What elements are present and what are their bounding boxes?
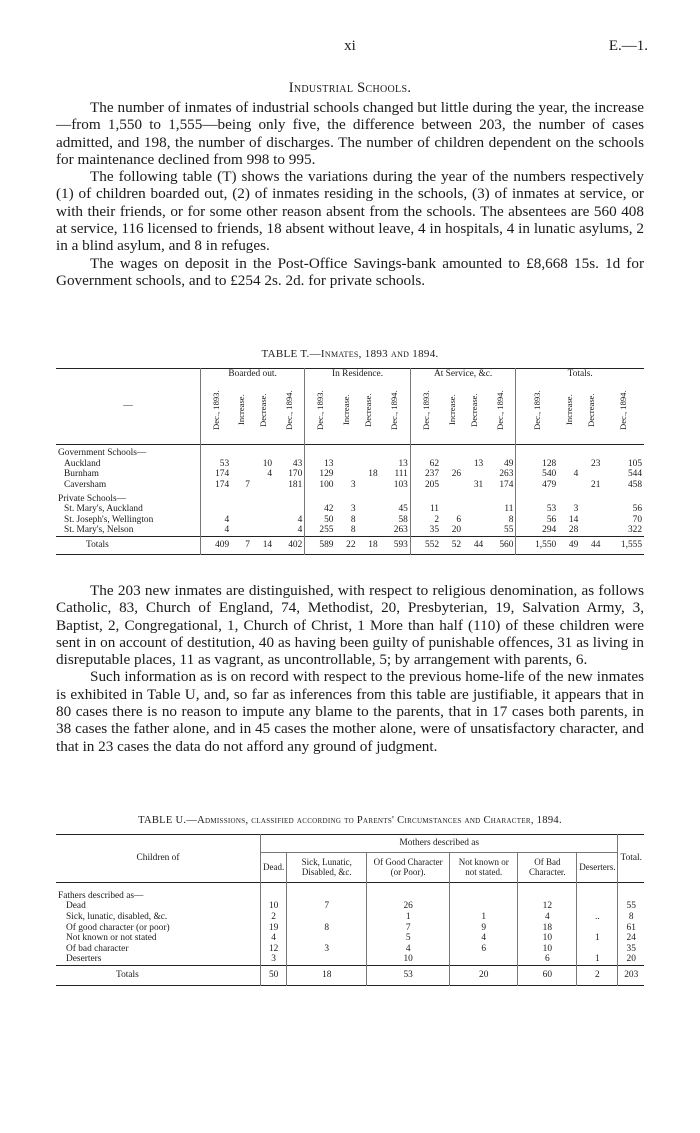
cell: 3 — [573, 504, 579, 515]
cell — [231, 504, 252, 515]
subcol-label: Dec., 1893. — [315, 389, 326, 430]
total-cell: 409 — [201, 536, 232, 554]
cell — [201, 504, 232, 515]
cell: 4 — [261, 933, 287, 944]
subcol-label: Dec., 1893. — [531, 389, 542, 430]
cell: 61 — [618, 923, 644, 934]
cell: 174 — [201, 480, 232, 491]
cell — [335, 459, 357, 470]
empty-cell — [577, 882, 618, 901]
cell — [441, 459, 463, 470]
cell: 1 — [577, 954, 618, 965]
corner-label: Children of — [136, 853, 180, 864]
subcol-header — [485, 380, 516, 445]
total-cell: 593 — [393, 539, 408, 550]
cell: 62 — [410, 459, 441, 470]
cell — [252, 515, 274, 526]
total-cell: 1,550 — [516, 536, 558, 554]
empty-cell — [305, 445, 336, 459]
subcol-header — [252, 380, 274, 445]
cell: 458 — [627, 479, 642, 490]
cell: 50 — [305, 515, 336, 526]
cell: 479 — [516, 480, 558, 491]
subcol-label: Increase. — [563, 394, 574, 425]
cell: 9 — [450, 923, 518, 934]
subcol-label: Dec., 1894. — [389, 389, 400, 430]
cell: 237 — [410, 469, 441, 480]
empty-cell — [367, 882, 450, 901]
row-label: Sick, lunatic, disabled, &c. — [66, 911, 168, 922]
cell: 1 — [450, 912, 518, 923]
cell: 28 — [568, 525, 579, 536]
total-cell: 7 — [245, 539, 250, 550]
total-cell: 60 — [518, 965, 577, 985]
cell — [287, 954, 367, 965]
cell — [463, 469, 485, 480]
total-cell: 402 — [288, 539, 303, 550]
table-row — [56, 944, 644, 955]
table-u-caption: TABLE U.—Admissions, classified according to Parents' Circumstances and Character, 1894. — [138, 815, 562, 826]
total-cell: 18 — [368, 539, 378, 550]
total-cell: 203 — [618, 965, 644, 985]
cell: 544 — [627, 469, 642, 480]
empty-cell — [261, 882, 287, 901]
cell — [231, 525, 252, 536]
cell: 2 — [410, 515, 441, 526]
group-header: Boarded out. — [201, 369, 305, 380]
cell: 23 — [591, 458, 601, 469]
total-cell: 552 — [410, 536, 441, 554]
subcol-header — [358, 380, 380, 445]
cell — [580, 469, 602, 480]
empty-cell — [558, 491, 580, 505]
cell: 174 — [201, 469, 232, 480]
empty-cell — [231, 491, 252, 505]
table-row — [56, 504, 644, 515]
cell: 26 — [451, 469, 462, 480]
table-row — [56, 515, 644, 526]
totals-row — [56, 965, 644, 985]
total-cell: 2 — [577, 965, 618, 985]
cell — [580, 504, 602, 515]
cell: 294 — [516, 525, 558, 536]
cell: 10 — [367, 954, 450, 965]
empty-cell — [231, 445, 252, 459]
page-header — [0, 38, 700, 62]
subcol-label: Dec., 1894. — [617, 389, 628, 430]
subcol-header — [231, 380, 252, 445]
cell: 13 — [473, 458, 484, 469]
cell: 70 — [632, 514, 642, 525]
cell: 18 — [368, 469, 378, 480]
cell: 35 — [618, 944, 644, 955]
subcol-label: Decrease. — [468, 392, 479, 427]
subcol-header — [463, 380, 485, 445]
cell: 13 — [305, 459, 336, 470]
table-row — [56, 912, 644, 923]
group-header: At Service, &c. — [410, 369, 516, 380]
empty-cell — [485, 445, 516, 459]
empty-cell — [602, 491, 644, 505]
cell — [463, 525, 485, 536]
cell: 53 — [516, 504, 558, 515]
cell: 7 — [245, 479, 250, 490]
total-cell: 14 — [262, 539, 273, 550]
row-label: Caversham — [64, 479, 107, 490]
cell — [441, 504, 463, 515]
cell — [580, 515, 602, 526]
mother-col-header: Dead. — [261, 852, 287, 882]
cell: 4 — [297, 514, 303, 525]
cell: 42 — [305, 504, 336, 515]
cell: 31 — [473, 479, 484, 490]
cell — [231, 515, 252, 526]
cell: 56 — [516, 515, 558, 526]
section-row — [56, 445, 644, 459]
cell: 10 — [261, 901, 287, 912]
table-row — [56, 933, 644, 944]
section-title: Industrial Schools. — [288, 80, 412, 96]
empty-cell — [335, 445, 357, 459]
cell: 18 — [518, 923, 577, 934]
cell: 100 — [305, 480, 336, 491]
empty-cell — [580, 491, 602, 505]
row-label: Burnham — [64, 469, 99, 480]
row-label: Deserters — [66, 954, 102, 965]
cell: 205 — [410, 480, 441, 491]
cell — [450, 954, 518, 965]
table-t — [56, 368, 644, 555]
empty-cell — [252, 491, 274, 505]
row-label: Not known or not stated — [66, 933, 157, 944]
empty-cell — [441, 445, 463, 459]
cell — [335, 469, 357, 480]
cell: 1 — [577, 933, 618, 944]
empty-cell — [335, 491, 357, 505]
cell: 4 — [450, 933, 518, 944]
subcol-header — [580, 380, 602, 445]
cell — [252, 480, 274, 491]
row-label: St. Joseph's, Wellington — [64, 514, 154, 525]
cell: 5 — [367, 933, 450, 944]
subcol-label: Dec., 1894. — [495, 389, 505, 430]
cell: 4 — [367, 944, 450, 955]
section-row — [56, 882, 644, 901]
cell: 3 — [350, 504, 356, 515]
table-row — [56, 923, 644, 934]
page-number: xi — [344, 38, 356, 54]
empty-cell — [201, 491, 232, 505]
cell: 8 — [350, 514, 356, 525]
row-label: Auckland — [64, 458, 101, 469]
cell — [463, 515, 485, 526]
total-cell: 53 — [367, 965, 450, 985]
subcol-header — [441, 380, 463, 445]
document-reference: E.—1. — [608, 38, 648, 54]
subcol-label: Dec., 1893. — [420, 389, 431, 430]
cell: 3 — [287, 944, 367, 955]
cell: 19 — [261, 923, 287, 934]
cell: 21 — [591, 479, 601, 490]
paragraph: The wages on deposit in the Post-Office Savings-bank amounted to £8,668 15s. 1d for Government schools, and to £254 2s. 2d. for private schools. — [56, 254, 644, 289]
cell: 170 — [288, 469, 303, 480]
cell: 35 — [410, 525, 441, 536]
cell: 13 — [398, 458, 408, 469]
subcol-label: Decrease. — [257, 392, 268, 427]
total-cell: 560 — [499, 539, 514, 550]
mother-col-header: Deserters. — [577, 852, 618, 882]
cell: 14 — [568, 514, 579, 525]
cell — [577, 944, 618, 955]
empty-cell — [485, 491, 516, 505]
paragraph: Such information as is on record with respect to the previous home-life of the new inmates is exhibited in Table U, and, so far as inferences from this table are justifiable, it appears that in 80 cases there is no reason to impute any blame to the parents, that in 17 cases both parents, in 38 cases the father alone, and in 45 cases the mother alone, were of unsatisfactory character, and that in 23 cases the data do not afford any ground of judgment. — [56, 668, 644, 755]
cell: 174 — [499, 479, 514, 490]
cell: 4 — [297, 525, 303, 536]
empty-cell — [602, 445, 644, 459]
empty-cell — [287, 882, 367, 901]
intro-paragraphs — [56, 99, 644, 289]
table-row — [56, 459, 644, 470]
subcol-label: Increase. — [341, 394, 352, 425]
empty-cell — [463, 491, 485, 505]
empty-cell — [558, 445, 580, 459]
empty-cell — [516, 491, 558, 505]
subcol-label: Dec., 1894. — [283, 389, 294, 430]
mothers-header: Mothers described as — [261, 835, 618, 853]
empty-cell — [518, 882, 577, 901]
cell: 53 — [201, 459, 232, 470]
table-row — [56, 901, 644, 912]
mother-col-header: Not known or not stated. — [450, 852, 518, 882]
cell: 103 — [393, 479, 408, 490]
empty-cell — [380, 445, 411, 459]
totals-label: Totals — [116, 969, 139, 980]
cell: 45 — [398, 504, 408, 515]
total-cell: 44 — [473, 539, 484, 550]
empty-cell — [516, 445, 558, 459]
cell: 43 — [292, 458, 303, 469]
subcol-header — [274, 380, 305, 445]
cell: 2 — [261, 912, 287, 923]
empty-cell — [450, 882, 518, 901]
paragraph: The 203 new inmates are distinguished, with respect to religious denomination, as follows Catholic, 83, Church of England, 74, Methodist, 20, Presbyterian, 19, Salvation Army, 3, Baptist, 2, Congregational, 1, Church of Christ, 1 More than half (110) of these children were sent in on account of destitution, 40 as having been guilty of punishable offences, 31 as living in disreputable places, 11 as vagrant, as uncontrollable, 5; by arrangement with parents, 6. — [56, 582, 644, 669]
mother-col-header: Sick, Lunatic, Disabled, &c. — [287, 852, 367, 882]
cell — [287, 912, 367, 923]
subcol-header — [335, 380, 357, 445]
cell — [577, 923, 618, 934]
cell: 1 — [367, 912, 450, 923]
cell: 4 — [201, 525, 232, 536]
empty-cell — [252, 445, 274, 459]
cell: 49 — [504, 458, 514, 469]
cell: .. — [577, 912, 618, 923]
total-header: Total. — [618, 835, 644, 883]
cell: 8 — [350, 525, 356, 536]
cell — [231, 469, 252, 480]
cell: 263 — [499, 469, 514, 480]
cell: 11 — [410, 504, 441, 515]
total-cell: 44 — [591, 539, 601, 550]
cell: 24 — [618, 933, 644, 944]
table-row — [56, 469, 644, 480]
table-t-caption: TABLE T.—Inmates, 1893 and 1894. — [261, 348, 439, 360]
cell: 4 — [201, 515, 232, 526]
empty-cell — [274, 445, 305, 459]
mother-col-header: Of Bad Character. — [518, 852, 577, 882]
cell: 6 — [456, 514, 462, 525]
cell: 4 — [518, 912, 577, 923]
cell: 4 — [267, 469, 273, 480]
total-cell: 589 — [305, 536, 336, 554]
cell: 3 — [261, 954, 287, 965]
cell — [252, 525, 274, 536]
section-row — [56, 491, 644, 505]
cell: 58 — [398, 514, 408, 525]
section-label: Private Schools— — [58, 493, 126, 504]
empty-cell — [358, 445, 380, 459]
mother-col-header: Of Good Character (or Poor). — [367, 852, 450, 882]
religion-paragraphs — [56, 582, 644, 755]
cell: 255 — [305, 525, 336, 536]
row-label: St. Mary's, Auckland — [64, 504, 143, 515]
empty-cell — [618, 882, 644, 901]
cell: 8 — [618, 912, 644, 923]
subcol-header — [602, 380, 644, 445]
subcol-header — [305, 380, 336, 445]
cell: 55 — [618, 901, 644, 912]
table-u — [56, 834, 644, 986]
group-header: Totals. — [516, 369, 644, 380]
cell — [231, 459, 252, 470]
cell — [274, 504, 305, 515]
table-row — [56, 525, 644, 536]
cell: 10 — [518, 944, 577, 955]
cell — [358, 515, 380, 526]
empty-cell — [305, 491, 336, 505]
empty-cell — [380, 491, 411, 505]
cell: 7 — [287, 901, 367, 912]
cell: 10 — [518, 933, 577, 944]
subcol-header — [201, 380, 232, 445]
empty-cell — [201, 445, 232, 459]
total-cell: 49 — [568, 539, 579, 550]
cell: 128 — [516, 459, 558, 470]
subcol-label: Decrease. — [586, 392, 597, 427]
totals-row — [56, 536, 644, 554]
totals-label: Totals — [86, 539, 109, 550]
total-cell: 20 — [450, 965, 518, 985]
cell: 322 — [627, 525, 642, 536]
subcol-label: Increase. — [446, 394, 457, 425]
cell — [358, 480, 380, 491]
row-label: Dead — [66, 901, 86, 912]
empty-cell — [580, 445, 602, 459]
cell: 12 — [518, 901, 577, 912]
cell: 181 — [288, 479, 303, 490]
total-cell: 52 — [451, 539, 462, 550]
cell: 105 — [627, 458, 642, 469]
cell: 8 — [287, 923, 367, 934]
cell: 6 — [518, 954, 577, 965]
cell — [358, 459, 380, 470]
table-row — [56, 480, 644, 491]
cell: 12 — [261, 944, 287, 955]
total-cell: 18 — [287, 965, 367, 985]
cell — [287, 933, 367, 944]
empty-cell — [410, 491, 441, 505]
cell: 6 — [450, 944, 518, 955]
empty-cell — [358, 491, 380, 505]
group-header: In Residence. — [305, 369, 411, 380]
subcol-label: Increase. — [236, 394, 247, 425]
cell: 11 — [504, 504, 514, 515]
section-label: Fathers described as— — [58, 890, 144, 901]
empty-cell — [410, 445, 441, 459]
row-label: Of good character (or poor) — [66, 922, 170, 933]
empty-cell — [441, 491, 463, 505]
subcol-header — [380, 380, 411, 445]
corner-dash: — — [123, 401, 133, 412]
total-cell: 1,555 — [620, 539, 642, 550]
cell — [558, 459, 580, 470]
row-label: St. Mary's, Nelson — [64, 525, 134, 536]
cell — [463, 504, 485, 515]
cell — [252, 504, 274, 515]
paragraph: The following table (T) shows the variations during the year of the numbers respectively (1) of children boarded out, (2) of inmates residing in the schools, (3) of inmates at service, or with their friends, or for some other reason absent from the schools. The absentees are 560 408 at service, 116 licensed to friends, 18 absent without leave, 4 in hospitals, 4 in lunatic asylums, 2 in a blind asylum, and 8 in refuges. — [56, 168, 644, 255]
cell — [580, 525, 602, 536]
paragraph: The number of inmates of industrial schools changed but little during the year, the increase—from 1,550 to 1,555—being only five, the difference between 203, the number of cases admitted, and 198, the number of discharges. The number of children dependent on the schools for maintenance declined from 998 to 995. — [56, 99, 644, 168]
cell — [558, 480, 580, 491]
empty-cell — [274, 491, 305, 505]
table-row — [56, 954, 644, 965]
total-cell: 50 — [261, 965, 287, 985]
empty-cell — [463, 445, 485, 459]
cell: 7 — [367, 923, 450, 934]
cell — [450, 901, 518, 912]
cell — [358, 525, 380, 536]
cell — [577, 901, 618, 912]
cell: 263 — [393, 525, 408, 536]
section-label: Government Schools— — [58, 448, 147, 459]
cell: 540 — [516, 469, 558, 480]
subcol-label: Dec., 1893. — [210, 389, 221, 430]
cell: 129 — [305, 469, 336, 480]
subcol-header — [558, 380, 580, 445]
cell: 10 — [262, 458, 273, 469]
cell: 3 — [350, 479, 356, 490]
cell: 20 — [451, 525, 462, 536]
cell — [358, 504, 380, 515]
cell: 26 — [367, 901, 450, 912]
row-label: Of bad character — [66, 943, 129, 954]
cell: 111 — [394, 469, 408, 480]
cell: 20 — [618, 954, 644, 965]
cell: 8 — [508, 514, 514, 525]
subcol-label: Decrease. — [363, 392, 374, 427]
cell: 4 — [573, 469, 579, 480]
subcol-header — [516, 380, 558, 445]
cell: 56 — [632, 504, 642, 515]
cell — [441, 480, 463, 491]
total-cell: 22 — [346, 539, 356, 550]
cell: 55 — [504, 525, 514, 536]
subcol-header — [410, 380, 441, 445]
